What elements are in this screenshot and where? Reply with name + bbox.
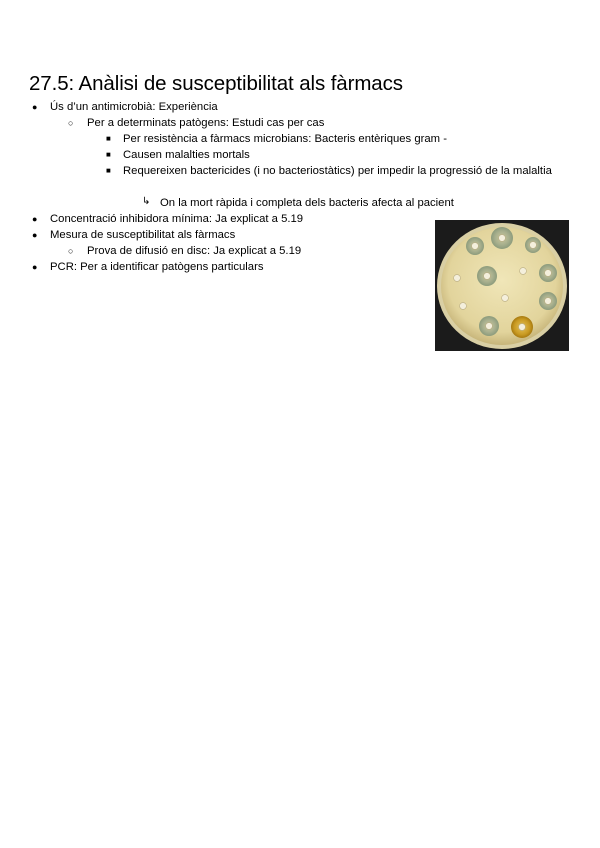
bullet-marker: ○ xyxy=(68,246,74,256)
list-item: On la mort ràpida i completa dels bacteris afecta al pacient xyxy=(160,197,454,209)
bullet-marker: ● xyxy=(32,262,38,272)
list-item: Causen malalties mortals xyxy=(123,149,250,161)
list-item: PCR: Per a identificar patògens particulars xyxy=(50,261,264,273)
bullet-marker: ● xyxy=(32,102,38,112)
petri-dish-icon xyxy=(435,220,569,351)
bullet-marker: ● xyxy=(32,214,38,224)
bullet-marker: ■ xyxy=(106,166,111,175)
list-item: Mesura de susceptibilitat als fàrmacs xyxy=(50,229,236,241)
bullet-marker: ■ xyxy=(106,150,111,159)
bullet-marker: ■ xyxy=(106,134,111,143)
bullet-marker: ● xyxy=(32,230,38,240)
list-item: Concentració inhibidora mínima: Ja explicat a 5.19 xyxy=(50,213,304,225)
list-item: Requereixen bactericides (i no bacteriostàtics) per impedir la progressió de la malaltia xyxy=(123,165,552,177)
list-item: Per resistència a fàrmacs microbians: Bacteris entèriques gram - xyxy=(123,133,447,145)
list-item: Prova de difusió en disc: Ja explicat a 5.19 xyxy=(87,245,302,257)
page-title: 27.5: Anàlisi de susceptibilitat als fàrmacs xyxy=(29,72,403,95)
list-item: Per a determinats patògens: Estudi cas per cas xyxy=(87,117,325,129)
list-item: Ús d’un antimicrobià: Experiència xyxy=(50,101,218,113)
bullet-marker: ○ xyxy=(68,118,74,128)
arrow-marker: ↳ xyxy=(142,196,151,207)
petri-dish-image xyxy=(435,220,569,351)
